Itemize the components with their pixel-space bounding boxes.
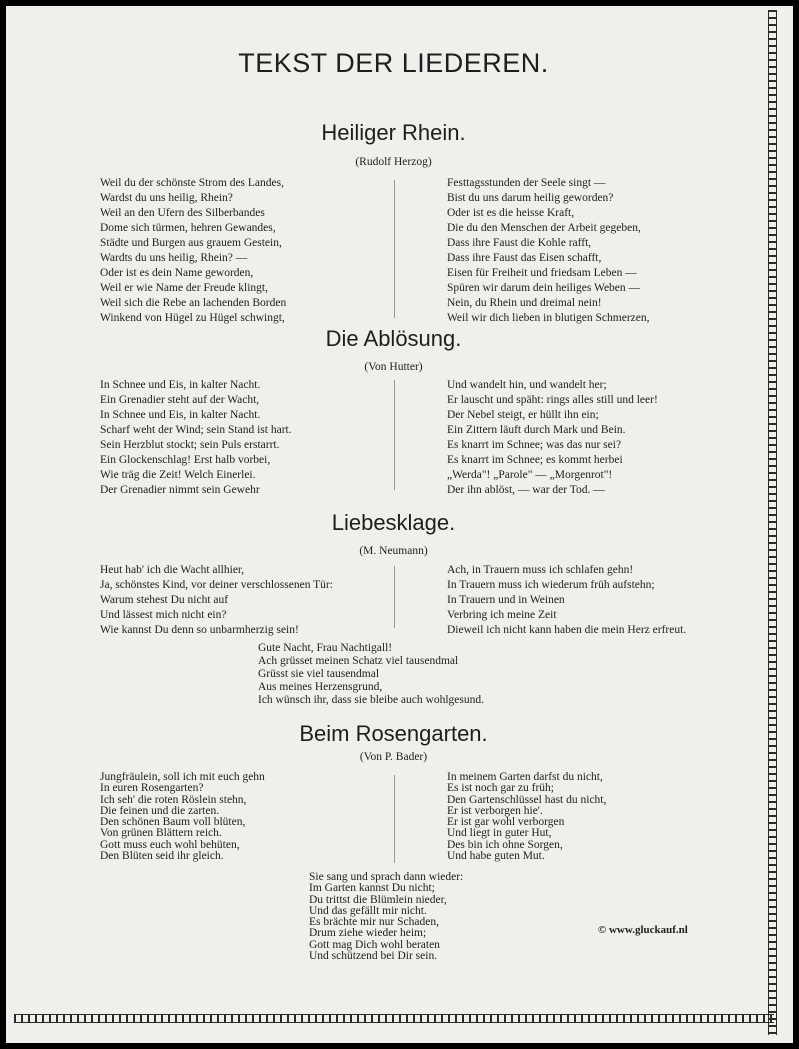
verse-line: Warum stehest Du nicht auf xyxy=(100,594,229,606)
verse-line: Oder ist es die heisse Kraft, xyxy=(447,207,575,219)
verse-line: Der Nebel steigt, er hüllt ihn ein; xyxy=(447,409,599,421)
verse-line: Er lauscht und späht: rings alles still und leer! xyxy=(447,394,658,406)
verse-line: Spüren wir darum dein heiliges Weben — xyxy=(447,282,641,294)
verse-line: Jungfräulein, soll ich mit euch gehn xyxy=(100,771,265,783)
verse-line: Er ist gar wohl verborgen xyxy=(447,816,565,829)
verse-line: Es brächte mir nur Schaden, xyxy=(309,916,439,929)
column-divider xyxy=(394,775,395,863)
verse-line: Wardst du uns heilig, Rhein? xyxy=(100,192,233,204)
verse-line: Verbring ich meine Zeit xyxy=(447,609,557,621)
verse-line: Im Garten kannst Du nicht; xyxy=(309,882,435,895)
verse-center-liebesklage xyxy=(258,642,484,707)
verse-line: Der Grenadier nimmt sein Gewehr xyxy=(100,484,260,496)
verse-line: Nein, du Rhein und dreimal nein! xyxy=(447,297,602,309)
verse-line: „Werda"! „Parole" — „Morgenrot"! xyxy=(447,469,613,481)
verse-line: Scharf weht der Wind; sein Stand ist hart. xyxy=(100,424,292,436)
verse-line: Gute Nacht, Frau Nachtigall! xyxy=(258,642,393,654)
verse-line: Ein Glockenschlag! Erst halb vorbei, xyxy=(100,454,271,466)
song-author-die-abloesung: (Von Hutter) xyxy=(364,361,423,373)
verse-line: Winkend von Hügel zu Hügel schwingt, xyxy=(100,312,285,324)
verse-line: Den Blüten seid ihr gleich. xyxy=(100,850,224,863)
verse-line: Heut hab' ich die Wacht allhier, xyxy=(100,564,245,576)
verse-line: Sie sang und sprach dann wieder: xyxy=(309,871,464,883)
verse-line: Ja, schönstes Kind, vor deiner verschlossenen Tür: xyxy=(100,579,333,591)
verse-line: Dome sich türmen, hehren Gewandes, xyxy=(100,222,276,234)
verse-right-liebesklage xyxy=(447,563,686,638)
column-divider xyxy=(394,566,395,628)
verse-line: Wie träg die Zeit! Welch Einerlei. xyxy=(100,469,256,481)
verse-line: Dass ihre Faust die Kohle rafft, xyxy=(447,237,592,249)
verse-line: In Trauern und in Weinen xyxy=(447,594,565,606)
verse-line: In Schnee und Eis, in kalter Nacht. xyxy=(100,379,261,391)
verse-line: Den schönen Baum voll blüten, xyxy=(100,816,246,829)
verse-line: Grüsst sie viel tausendmal xyxy=(258,668,380,680)
verse-line: Ach, in Trauern muss ich schlafen gehn! xyxy=(447,564,634,576)
verse-line: Ich seh' die roten Röslein stehn, xyxy=(100,793,247,806)
verse-line: Wardts du uns heilig, Rhein? — xyxy=(100,252,248,264)
verse-line: In Schnee und Eis, in kalter Nacht. xyxy=(100,409,261,421)
verse-line: Weil wir dich lieben in blutigen Schmerzen, xyxy=(447,312,650,324)
verse-line: Dass ihre Faust das Eisen schafft, xyxy=(447,252,602,264)
verse-line: Ach grüsset meinen Schatz viel tausendmal xyxy=(258,655,459,667)
verse-line: Eisen für Freiheit und friedsam Leben — xyxy=(447,267,637,279)
page-title: TEKST DER LIEDEREN. xyxy=(238,48,549,78)
verse-line: Sein Herzblut stockt; sein Puls erstarrt. xyxy=(100,439,280,451)
verse-line: In euren Rosengarten? xyxy=(100,782,204,795)
verse-line: Und liegt in guter Hut, xyxy=(447,827,552,840)
verse-line: Es knarrt im Schnee; es kommt herbei xyxy=(447,454,623,466)
verse-line: Weil an den Ufern des Silberbandes xyxy=(100,207,265,219)
verse-line: Ein Grenadier steht auf der Wacht, xyxy=(100,394,260,406)
column-divider xyxy=(394,380,395,490)
verse-line: Gott muss euch wohl behüten, xyxy=(100,838,240,851)
verse-line: Und das gefällt mir nicht. xyxy=(309,904,427,917)
verse-line: Aus meines Herzensgrund, xyxy=(258,681,383,693)
column-divider xyxy=(394,180,395,318)
verse-line: Gott mag Dich wohl beraten xyxy=(309,938,440,951)
verse-line: Städte und Burgen aus grauem Gestein, xyxy=(100,237,282,249)
verse-line: Weil du der schönste Strom des Landes, xyxy=(100,177,284,189)
verse-line: Es ist noch gar zu früh; xyxy=(447,782,554,795)
verse-line: Die feinen und die zarten. xyxy=(100,804,220,817)
verse-line: Er ist verborgen hie'. xyxy=(447,804,543,817)
verse-line: Du trittst die Blümlein nieder, xyxy=(309,893,447,906)
verse-line: Des bin ich ohne Sorgen, xyxy=(447,838,563,851)
verse-line: Weil sich die Rebe an lachenden Borden xyxy=(100,297,287,309)
verse-line: Den Gartenschlüssel hast du nicht, xyxy=(447,793,607,806)
verse-line: Drum ziehe wieder heim; xyxy=(309,927,427,940)
verse-line: Der ihn ablöst, — war der Tod. — xyxy=(447,484,605,496)
verse-line: Festtagsstunden der Seele singt — xyxy=(447,177,606,189)
verse-line: Ich wünsch ihr, dass sie bleibe auch wohlgesund. xyxy=(258,694,484,706)
song-title-die-abloesung: Die Ablösung. xyxy=(325,326,462,351)
copyright-notice: © www.gluckauf.nl xyxy=(598,924,688,936)
song-title-heiliger-rhein: Heiliger Rhein. xyxy=(321,120,466,145)
verse-line: In Trauern muss ich wiederum früh aufstehn; xyxy=(447,579,655,591)
song-title-beim-rosengarten: Beim Rosengarten. xyxy=(299,721,488,746)
song-author-heiliger-rhein: (Rudolf Herzog) xyxy=(355,156,432,168)
verse-right-die-abloesung xyxy=(447,378,658,498)
song-author-beim-rosengarten: (Von P. Bader) xyxy=(359,751,428,763)
verse-line: Oder ist es dein Name geworden, xyxy=(100,267,254,279)
verse-left-beim-rosengarten xyxy=(100,772,265,862)
verse-right-beim-rosengarten xyxy=(447,772,606,862)
song-author-liebesklage: (M. Neumann) xyxy=(359,545,428,557)
bottom-border-ornament xyxy=(14,1014,774,1023)
verse-right-heiliger-rhein xyxy=(447,176,650,326)
verse-line: Und lässest mich nicht ein? xyxy=(100,609,227,621)
verse-line: Ein Zittern läuft durch Mark und Bein. xyxy=(447,424,626,436)
verse-line: Wie kannst Du denn so unbarmherzig sein! xyxy=(100,624,299,636)
verse-line: Weil er wie Name der Freude klingt, xyxy=(100,282,269,294)
verse-line: Und wandelt hin, und wandelt her; xyxy=(447,379,607,391)
verse-line: Von grünen Blättern reich. xyxy=(100,827,222,840)
verse-line: In meinem Garten darfst du nicht, xyxy=(447,771,603,783)
verse-line: Die du den Menschen der Arbeit gegeben, xyxy=(447,222,641,234)
verse-left-die-abloesung xyxy=(100,378,292,498)
verse-left-liebesklage xyxy=(100,563,333,638)
verse-center-beim-rosengarten xyxy=(309,872,463,962)
verse-line: Bist du uns darum heilig geworden? xyxy=(447,192,614,204)
verse-line: Dieweil ich nicht kann haben die mein Herz erfreut. xyxy=(447,624,687,636)
verse-line: Es knarrt im Schnee; was das nur sei? xyxy=(447,439,622,451)
song-title-liebesklage: Liebesklage. xyxy=(331,510,456,535)
verse-left-heiliger-rhein xyxy=(100,176,286,326)
verse-line: Und habe guten Mut. xyxy=(447,850,545,863)
verse-line: Und schützend bei Dir sein. xyxy=(309,950,438,963)
